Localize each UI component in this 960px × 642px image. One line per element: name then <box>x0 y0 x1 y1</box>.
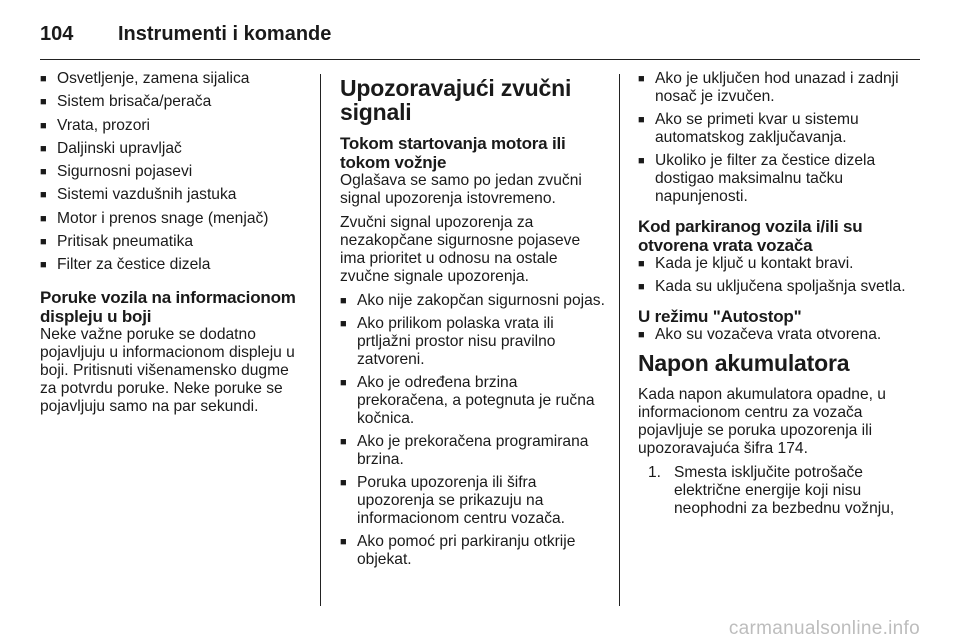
subheading-parked: Kod parkiranog vozila i/ili su otvorena vrata vozača <box>638 217 863 255</box>
paragraph: Oglašava se samo po jedan zvučni signal upozorenja istovremeno. <box>340 172 582 207</box>
list-item: ■ Kada su uključena spoljašnja svetla. <box>638 278 920 296</box>
list-item: ■ Kada je ključ u kontakt bravi. <box>638 255 920 273</box>
list-item: ■ Ako je uključen hod unazad i zadnji nosač je izvučen. <box>638 70 920 106</box>
list-item: ■ Ako je određena brzina prekoračena, a potegnuta je ručna kočnica. <box>340 374 608 428</box>
paragraph: Zvučni signal upozorenja za nezakopčane sigurnosne pojaseve ima prioritet u odnosu na ostale zvučne signale upozorenja. <box>340 214 581 285</box>
list-item: ■ Filter za čestice dizela <box>40 256 308 274</box>
column-3 <box>638 70 920 518</box>
section-heading-vehicle-messages: Poruke vozila na informacionom displeju u boji <box>40 288 296 327</box>
watermark: carmanualsonline.info <box>728 618 920 639</box>
page-header <box>40 14 331 54</box>
list-item: ■ Osvetljenje, zamena sijalica <box>40 70 308 88</box>
warning-list-continued <box>638 70 920 206</box>
page-title: Instrumenti i komande <box>118 22 332 45</box>
warning-list <box>340 292 608 569</box>
step-text: Smesta isključite potrošače električne energije koji nisu neophodni za bezbednu vožnju, <box>674 464 895 517</box>
column-divider-2 <box>619 74 620 606</box>
list-item: ■ Ukoliko je filter za čestice dizela dostigao maksimalnu tačku napunjenosti. <box>638 152 920 206</box>
section-text: Neke važne poruke se dodatno pojavljuju u informacionom displeju u boji. Pritisnuti višenamensko dugme za potvrdu poruke. Neke poruke se pojavljuju samo na par sekundi. <box>40 326 295 416</box>
list-item: ■ Motor i prenos snage (menjač) <box>40 210 308 228</box>
list-item: ■ Ako je prekoračena programirana brzina. <box>340 433 608 469</box>
list-item: ■ Ako pomoć pri parkiranju otkrije objekat. <box>340 533 608 569</box>
subheading-engine-start: Tokom startovanja motora ili tokom vožnje <box>340 134 566 172</box>
list-item: ■ Poruka upozorenja ili šifra upozorenja se prikazuju na informacionom centru vozača. <box>340 474 608 528</box>
column-2 <box>340 70 608 574</box>
list-item: ■ Vrata, prozori <box>40 117 308 135</box>
list-item: ■ Daljinski upravljač <box>40 140 308 158</box>
list-item: ■ Sigurnosni pojasevi <box>40 163 308 181</box>
column-1 <box>40 70 308 422</box>
page-number: 104 <box>40 22 74 45</box>
section-heading-warning-chimes: Upozoravajući zvučni signali <box>340 75 572 125</box>
list-item: ■ Pritisak pneumatika <box>40 233 308 251</box>
list-item: ■ Ako nije zakopčan sigurnosni pojas. <box>340 292 608 310</box>
paragraph: Kada napon akumulatora opadne, u informacionom centru za vozača pojavljuje se poruka upozorenja ili upozoravajuća šifra 174. <box>638 386 886 457</box>
parked-list <box>638 255 920 296</box>
header-divider <box>40 59 920 60</box>
steps-list <box>638 464 920 518</box>
column-divider-1 <box>320 74 321 606</box>
section-heading-battery-voltage: Napon akumulatora <box>638 350 850 376</box>
list-item: ■ Ako su vozačeva vrata otvorena. <box>638 326 920 344</box>
list-item: ■ Sistemi vazdušnih jastuka <box>40 186 308 204</box>
subheading-autostop: U režimu "Autostop" <box>638 307 802 326</box>
list-item: ■ Sistem brisača/perača <box>40 93 308 111</box>
list-item: ■ Ako se primeti kvar u sistemu automatskog zaključavanja. <box>638 111 920 147</box>
topics-list <box>40 70 308 274</box>
step-item <box>648 464 920 518</box>
step-number: 1. <box>648 464 662 481</box>
autostop-list <box>638 326 920 344</box>
list-item: ■ Ako prilikom polaska vrata ili prtljažni prostor nisu pravilno zatvoreni. <box>340 315 608 369</box>
